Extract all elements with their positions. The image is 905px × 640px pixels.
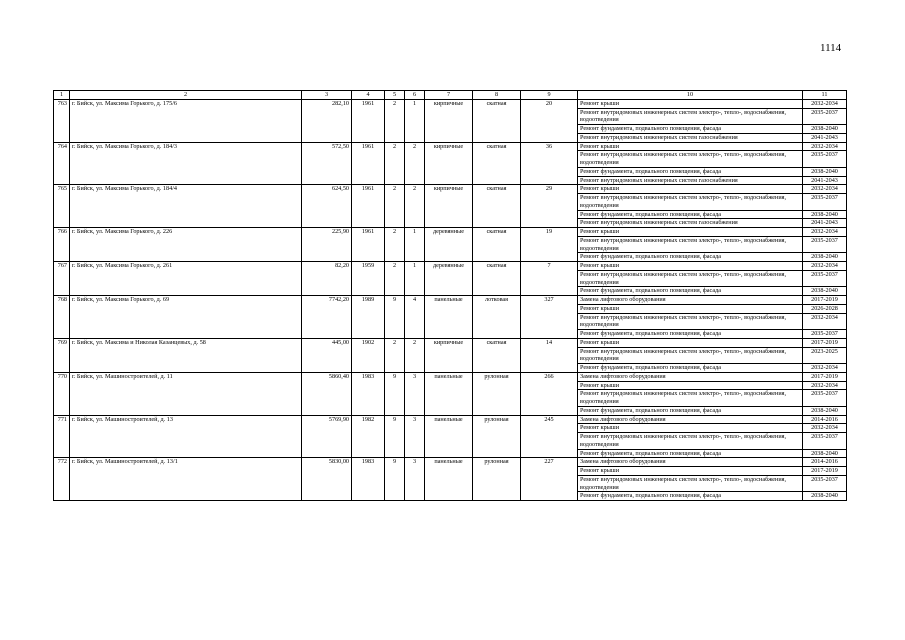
work-period-cell: 2038-2040 (803, 167, 847, 176)
work-period-cell: 2038-2040 (803, 210, 847, 219)
work-period-cell: 2038-2040 (803, 492, 847, 501)
work-type-cell: Ремонт фундамента, подвального помещения, фасада (578, 253, 803, 262)
floors-cell: 2 (385, 99, 405, 142)
area-cell: 445,00 (302, 338, 352, 372)
floors-cell: 2 (385, 228, 405, 262)
work-period-cell: 2035-2037 (803, 390, 847, 407)
area-cell: 624,50 (302, 185, 352, 228)
roof-type-cell: скатная (473, 338, 521, 372)
row-number-cell: 763 (54, 99, 70, 142)
column-number-header: 9 (521, 91, 578, 100)
roof-type-cell: скатная (473, 262, 521, 296)
table-row (54, 338, 847, 347)
wall-material-cell: кирпичные (425, 99, 473, 142)
work-period-cell: 2017-2019 (803, 372, 847, 381)
address-cell: г. Бийск, ул. Максима Горького, д. 261 (70, 262, 302, 296)
area-cell: 5830,00 (302, 458, 352, 501)
table-body (54, 99, 847, 500)
entrances-cell: 2 (405, 338, 425, 372)
address-cell: г. Бийск, ул. Максима Горького, д. 226 (70, 228, 302, 262)
wall-material-cell: деревянные (425, 228, 473, 262)
work-period-cell: 2035-2037 (803, 330, 847, 339)
address-cell: г. Бийск, ул. Машиностроителей, д. 13 (70, 415, 302, 458)
residents-cell: 19 (521, 228, 578, 262)
wall-material-cell: панельные (425, 458, 473, 501)
table-row (54, 296, 847, 305)
work-period-cell: 2035-2037 (803, 236, 847, 253)
area-cell: 5860,40 (302, 372, 352, 415)
column-number-header: 7 (425, 91, 473, 100)
residents-cell: 20 (521, 99, 578, 142)
address-cell: г. Бийск, ул. Максима Горького, д. 69 (70, 296, 302, 339)
work-type-cell: Ремонт внутридомовых инженерных систем электро-, тепло-, водоснабжения, водоотведения (578, 347, 803, 364)
residents-cell: 7 (521, 262, 578, 296)
work-type-cell: Ремонт фундамента, подвального помещения, фасада (578, 167, 803, 176)
work-period-cell: 2032-2034 (803, 364, 847, 373)
work-type-cell: Ремонт фундамента, подвального помещения, фасада (578, 330, 803, 339)
build-year-cell: 1983 (352, 458, 385, 501)
work-type-cell: Ремонт внутридомовых инженерных систем электро-, тепло-, водоснабжения, водоотведения (578, 236, 803, 253)
column-number-header: 2 (70, 91, 302, 100)
entrances-cell: 4 (405, 296, 425, 339)
work-period-cell: 2014-2016 (803, 415, 847, 424)
row-number-cell: 767 (54, 262, 70, 296)
row-number-cell: 770 (54, 372, 70, 415)
entrances-cell: 3 (405, 458, 425, 501)
work-period-cell: 2017-2019 (803, 296, 847, 305)
work-period-cell: 2032-2034 (803, 142, 847, 151)
roof-type-cell: скатная (473, 99, 521, 142)
work-period-cell: 2041-2043 (803, 133, 847, 142)
wall-material-cell: деревянные (425, 262, 473, 296)
build-year-cell: 1959 (352, 262, 385, 296)
table-row (54, 262, 847, 271)
work-type-cell: Ремонт внутридомовых инженерных систем электро-, тепло-, водоснабжения, водоотведения (578, 194, 803, 211)
work-period-cell: 2041-2043 (803, 176, 847, 185)
work-type-cell: Замена лифтового оборудования (578, 415, 803, 424)
table-row (54, 458, 847, 467)
work-type-cell: Ремонт крыши (578, 228, 803, 237)
work-period-cell: 2035-2037 (803, 433, 847, 450)
table-row (54, 185, 847, 194)
row-number-cell: 764 (54, 142, 70, 185)
table-row (54, 228, 847, 237)
work-period-cell: 2038-2040 (803, 125, 847, 134)
table-row (54, 142, 847, 151)
address-cell: г. Бийск, ул. Машиностроителей, д. 13/1 (70, 458, 302, 501)
wall-material-cell: панельные (425, 372, 473, 415)
repair-schedule-table (53, 90, 847, 501)
work-period-cell: 2035-2037 (803, 270, 847, 287)
work-type-cell: Ремонт внутридомовых инженерных систем электро-, тепло-, водоснабжения, водоотведения (578, 475, 803, 492)
entrances-cell: 1 (405, 228, 425, 262)
work-period-cell: 2032-2034 (803, 381, 847, 390)
work-period-cell: 2038-2040 (803, 253, 847, 262)
address-cell: г. Бийск, ул. Максима Горького, д. 184/4 (70, 185, 302, 228)
entrances-cell: 3 (405, 415, 425, 458)
work-type-cell: Ремонт крыши (578, 338, 803, 347)
floors-cell: 2 (385, 142, 405, 185)
work-type-cell: Ремонт крыши (578, 424, 803, 433)
build-year-cell: 1902 (352, 338, 385, 372)
work-period-cell: 2032-2034 (803, 313, 847, 330)
roof-type-cell: скатная (473, 185, 521, 228)
work-period-cell: 2035-2037 (803, 108, 847, 125)
wall-material-cell: кирпичные (425, 185, 473, 228)
roof-type-cell: рулонная (473, 415, 521, 458)
work-type-cell: Ремонт фундамента, подвального помещения, фасада (578, 449, 803, 458)
column-number-header: 11 (803, 91, 847, 100)
work-type-cell: Ремонт крыши (578, 262, 803, 271)
work-type-cell: Ремонт крыши (578, 381, 803, 390)
residents-cell: 227 (521, 458, 578, 501)
row-number-cell: 769 (54, 338, 70, 372)
roof-type-cell: скатная (473, 142, 521, 185)
roof-type-cell: скатная (473, 228, 521, 262)
work-period-cell: 2032-2034 (803, 228, 847, 237)
work-type-cell: Ремонт внутридомовых инженерных систем электро-, тепло-, водоснабжения, водоотведения (578, 313, 803, 330)
work-type-cell: Ремонт внутридомовых инженерных систем электро-, тепло-, водоснабжения, водоотведения (578, 151, 803, 168)
work-period-cell: 2035-2037 (803, 194, 847, 211)
work-period-cell: 2038-2040 (803, 287, 847, 296)
entrances-cell: 2 (405, 185, 425, 228)
work-period-cell: 2032-2034 (803, 262, 847, 271)
row-number-cell: 766 (54, 228, 70, 262)
column-number-header: 5 (385, 91, 405, 100)
work-type-cell: Ремонт внутридомовых инженерных систем электро-, тепло-, водоснабжения, водоотведения (578, 270, 803, 287)
work-type-cell: Ремонт фундамента, подвального помещения, фасада (578, 125, 803, 134)
floors-cell: 2 (385, 185, 405, 228)
table-row (54, 99, 847, 108)
column-number-header: 4 (352, 91, 385, 100)
work-period-cell: 2023-2025 (803, 347, 847, 364)
work-type-cell: Ремонт фундамента, подвального помещения, фасада (578, 287, 803, 296)
build-year-cell: 1961 (352, 142, 385, 185)
build-year-cell: 1982 (352, 415, 385, 458)
work-period-cell: 2017-2019 (803, 338, 847, 347)
work-period-cell: 2032-2034 (803, 185, 847, 194)
residents-cell: 327 (521, 296, 578, 339)
floors-cell: 2 (385, 262, 405, 296)
work-type-cell: Замена лифтового оборудования (578, 372, 803, 381)
work-type-cell: Ремонт фундамента, подвального помещения, фасада (578, 406, 803, 415)
work-period-cell: 2032-2034 (803, 424, 847, 433)
area-cell: 225,90 (302, 228, 352, 262)
work-type-cell: Замена лифтового оборудования (578, 296, 803, 305)
row-number-cell: 771 (54, 415, 70, 458)
work-type-cell: Ремонт внутридомовых инженерных систем электро-, тепло-, водоснабжения, водоотведения (578, 108, 803, 125)
table-row (54, 372, 847, 381)
residents-cell: 245 (521, 415, 578, 458)
floors-cell: 9 (385, 415, 405, 458)
work-type-cell: Ремонт внутридомовых инженерных систем электро-, тепло-, водоснабжения, водоотведения (578, 433, 803, 450)
work-period-cell: 2038-2040 (803, 449, 847, 458)
work-type-cell: Замена лифтового оборудования (578, 458, 803, 467)
row-number-cell: 765 (54, 185, 70, 228)
work-period-cell: 2032-2034 (803, 99, 847, 108)
address-cell: г. Бийск, ул. Машиностроителей, д. 11 (70, 372, 302, 415)
wall-material-cell: кирпичные (425, 338, 473, 372)
row-number-cell: 772 (54, 458, 70, 501)
work-type-cell: Ремонт крыши (578, 142, 803, 151)
build-year-cell: 1961 (352, 185, 385, 228)
work-type-cell: Ремонт крыши (578, 99, 803, 108)
floors-cell: 9 (385, 296, 405, 339)
address-cell: г. Бийск, ул. Максима Горького, д. 184/3 (70, 142, 302, 185)
residents-cell: 14 (521, 338, 578, 372)
area-cell: 5769,90 (302, 415, 352, 458)
work-type-cell: Ремонт крыши (578, 467, 803, 476)
entrances-cell: 1 (405, 99, 425, 142)
entrances-cell: 3 (405, 372, 425, 415)
work-type-cell: Ремонт внутридомовых инженерных систем газоснабжения (578, 133, 803, 142)
address-cell: г. Бийск, ул. Максима и Николая Казанцевых, д. 58 (70, 338, 302, 372)
column-number-row (54, 91, 847, 100)
area-cell: 572,50 (302, 142, 352, 185)
roof-type-cell: лотковая (473, 296, 521, 339)
work-period-cell: 2038-2040 (803, 406, 847, 415)
row-number-cell: 768 (54, 296, 70, 339)
work-type-cell: Ремонт крыши (578, 304, 803, 313)
work-period-cell: 2026-2028 (803, 304, 847, 313)
area-cell: 82,20 (302, 262, 352, 296)
work-period-cell: 2041-2043 (803, 219, 847, 228)
build-year-cell: 1961 (352, 228, 385, 262)
work-type-cell: Ремонт крыши (578, 185, 803, 194)
column-number-header: 1 (54, 91, 70, 100)
wall-material-cell: панельные (425, 415, 473, 458)
floors-cell: 9 (385, 372, 405, 415)
build-year-cell: 1983 (352, 372, 385, 415)
column-number-header: 3 (302, 91, 352, 100)
work-period-cell: 2035-2037 (803, 475, 847, 492)
work-type-cell: Ремонт внутридомовых инженерных систем газоснабжения (578, 219, 803, 228)
build-year-cell: 1961 (352, 99, 385, 142)
wall-material-cell: панельные (425, 296, 473, 339)
residents-cell: 36 (521, 142, 578, 185)
residents-cell: 29 (521, 185, 578, 228)
work-type-cell: Ремонт внутридомовых инженерных систем газоснабжения (578, 176, 803, 185)
build-year-cell: 1989 (352, 296, 385, 339)
work-period-cell: 2014-2016 (803, 458, 847, 467)
roof-type-cell: рулонная (473, 458, 521, 501)
address-cell: г. Бийск, ул. Максима Горького, д. 175/6 (70, 99, 302, 142)
table-row (54, 415, 847, 424)
column-number-header: 6 (405, 91, 425, 100)
area-cell: 282,10 (302, 99, 352, 142)
column-number-header: 10 (578, 91, 803, 100)
residents-cell: 266 (521, 372, 578, 415)
entrances-cell: 1 (405, 262, 425, 296)
area-cell: 7742,20 (302, 296, 352, 339)
work-type-cell: Ремонт фундамента, подвального помещения, фасада (578, 364, 803, 373)
work-period-cell: 2035-2037 (803, 151, 847, 168)
wall-material-cell: кирпичные (425, 142, 473, 185)
work-type-cell: Ремонт фундамента, подвального помещения, фасада (578, 210, 803, 219)
floors-cell: 2 (385, 338, 405, 372)
page-number: 1114 (820, 42, 842, 54)
work-period-cell: 2017-2019 (803, 467, 847, 476)
floors-cell: 9 (385, 458, 405, 501)
roof-type-cell: рулонная (473, 372, 521, 415)
work-type-cell: Ремонт фундамента, подвального помещения, фасада (578, 492, 803, 501)
column-number-header: 8 (473, 91, 521, 100)
work-type-cell: Ремонт внутридомовых инженерных систем электро-, тепло-, водоснабжения, водоотведения (578, 390, 803, 407)
entrances-cell: 2 (405, 142, 425, 185)
